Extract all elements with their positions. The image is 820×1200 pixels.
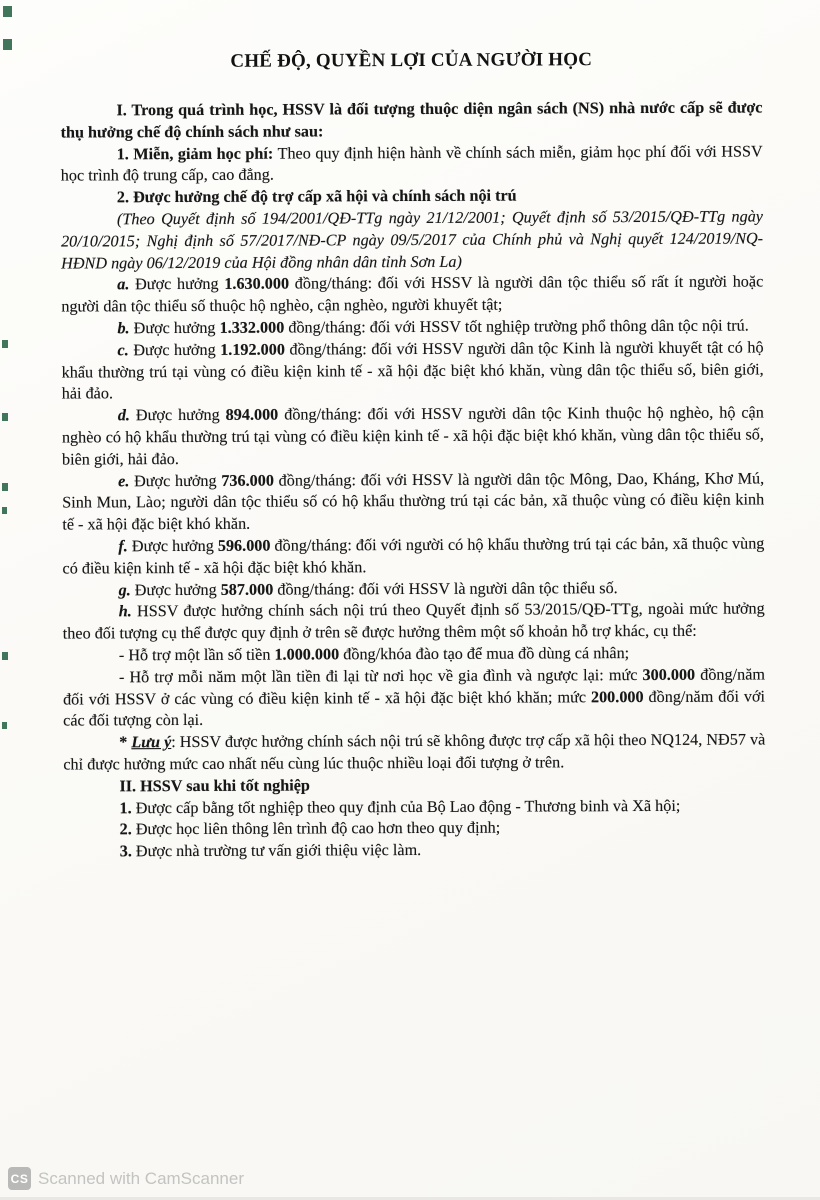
item-amount: 1.192.000 bbox=[220, 340, 285, 359]
item-lead: Được hưởng bbox=[129, 318, 220, 338]
item-lead: Được hưởng bbox=[130, 580, 221, 599]
benefit-item-e bbox=[62, 468, 764, 536]
item-lead: Được hưởng bbox=[127, 536, 218, 556]
item-marker: b. bbox=[117, 319, 130, 338]
benefit-item-h bbox=[63, 599, 765, 646]
support-item-2 bbox=[63, 664, 765, 732]
support-amount: 1.000.000 bbox=[274, 645, 340, 664]
item-rest: đồng/tháng: đối với HSSV người dân tộc Kinh thuộc hộ nghèo, hộ cận nghèo có hộ khẩu thường trú tại vùng có điều kiện kinh tế - xã hội đặc biệt khó khăn, vùng dân tộc thiểu số, biên giới, hải đảo. bbox=[61, 403, 764, 469]
graduation-item-1 bbox=[63, 795, 765, 820]
document-content bbox=[60, 48, 766, 863]
support-mid: đồng/năm đối với HSSV ở các vùng có điều kiện kinh tế - xã hội đặc biệt khó khăn; mức bbox=[63, 665, 765, 709]
item-marker: f. bbox=[118, 537, 128, 556]
camscanner-logo-icon: CS bbox=[8, 1167, 31, 1190]
item-marker: a. bbox=[117, 275, 130, 294]
item-rest: HSSV được hưởng chính sách nội trú theo Quyết định số 53/2015/QĐ-TTg, ngoài mức hưởng theo đối tượng cụ thể được quy định ở trên sẽ được hưởng thêm một số khoản hỗ trợ khác, cụ thể: bbox=[62, 599, 765, 643]
graduation-heading: II. HSSV sau khi tốt nghiệp bbox=[119, 776, 310, 795]
item-lead: Được hưởng bbox=[128, 340, 221, 360]
scan-artifact bbox=[2, 722, 7, 729]
support-suffix: đồng/khóa đào tạo để mua đồ dùng cá nhân; bbox=[339, 643, 630, 664]
legal-citation: (Theo Quyết định số 194/2001/QĐ-TTg ngày 21/12/2001; Quyết định số 53/2015/QĐ-TTg ngày 20/10/2015; Nghị định số 57/2017/NĐ-CP ngày 09/5/2017 của Chính phủ và Nghị quyết 124/2019/NQ-HĐND ngày 06/12/2019 của Hội đồng nhân dân tỉnh Sơn La) bbox=[61, 207, 764, 273]
graduation-item-2 bbox=[64, 817, 766, 842]
item-text: Được học liên thông lên trình độ cao hơn theo quy định; bbox=[131, 818, 501, 839]
item-text: Được cấp bằng tốt nghiệp theo quy định của Bộ Lao động - Thương binh và Xã hội; bbox=[131, 796, 681, 817]
item-amount: 736.000 bbox=[221, 471, 274, 490]
item-amount: 596.000 bbox=[217, 536, 271, 555]
item-lead: Được hưởng bbox=[129, 275, 225, 294]
intro-paragraph: I. Trong quá trình học, HSSV là đối tượng thuộc diện ngân sách (NS) nhà nước cấp sẽ được thụ hưởng chế độ chính sách như sau: bbox=[60, 98, 763, 142]
note-label: Lưu ý bbox=[131, 733, 172, 752]
watermark-text: Scanned with CamScanner bbox=[38, 1168, 245, 1188]
item-marker: d. bbox=[117, 406, 131, 425]
item-lead: Được hưởng bbox=[129, 405, 226, 425]
benefit-item-g bbox=[63, 577, 765, 602]
note-star: * bbox=[119, 733, 132, 752]
item-marker: 2. bbox=[119, 820, 132, 839]
note-text: : HSSV được hưởng chính sách nội trú sẽ không được trợ cấp xã hội theo NQ124, NĐ57 và chỉ được hưởng mức cao nhất nếu cùng lúc thuộc nhiều loại đối tượng ở trên. bbox=[63, 730, 766, 774]
support-prefix: - Hỗ trợ một lần số tiền bbox=[118, 645, 275, 665]
item-amount: 894.000 bbox=[225, 405, 279, 424]
item-rest: đồng/tháng: đối với người có hộ khẩu thường trú tại các bản, xã thuộc vùng có điều kiện kinh tế - xã hội đặc biệt khó khăn. bbox=[62, 534, 765, 578]
item-rest: đồng/tháng: đối với HSSV là người dân tộc thiểu số rất ít người hoặc người dân tộc thiểu số thuộc hộ nghèo, cận nghèo, người khuyết tật; bbox=[61, 272, 764, 316]
support-amount-2: 200.000 bbox=[590, 687, 644, 706]
item-rest: đồng/tháng: đối với HSSV là người dân tộc Mông, Dao, Kháng, Khơ Mú, Sinh Mun, Lào; người dân tộc thiểu số có hộ khẩu thường trú tại các bản, xã thuộc vùng có điều kiện kinh tế - xã hội đặc biệt khó khăn. bbox=[62, 469, 765, 534]
support-amount: 300.000 bbox=[642, 665, 696, 684]
scan-artifact bbox=[2, 483, 8, 491]
scan-artifact bbox=[3, 39, 12, 50]
benefit-item-f bbox=[62, 533, 764, 580]
scan-artifact bbox=[2, 413, 8, 421]
item-marker: h. bbox=[118, 602, 132, 621]
benefit-item-a bbox=[61, 272, 763, 319]
scan-artifact bbox=[3, 6, 12, 17]
note-paragraph bbox=[63, 730, 765, 777]
support-prefix: - Hỗ trợ mỗi năm một lần tiền đi lại từ nơi học về gia đình và ngược lại: mức bbox=[118, 665, 643, 687]
scan-artifact bbox=[2, 507, 7, 514]
item-amount: 1.630.000 bbox=[224, 274, 290, 294]
item-rest: đồng/tháng: đối với HSSV tốt nghiệp trường phổ thông dân tộc nội trú. bbox=[284, 316, 749, 337]
item-lead: Được hưởng bbox=[129, 471, 222, 490]
item-amount: 1.332.000 bbox=[219, 318, 285, 337]
support-item-1 bbox=[63, 642, 765, 667]
item-text: Được nhà trường tư vấn giới thiệu việc làm. bbox=[131, 841, 422, 861]
benefit-item-c bbox=[61, 337, 763, 405]
item-amount: 587.000 bbox=[220, 580, 274, 599]
scan-artifact bbox=[2, 340, 8, 348]
item-marker: e. bbox=[118, 471, 130, 490]
subsidy-heading: 2. Được hưởng chế độ trợ cấp xã hội và chính sách nội trú bbox=[116, 186, 517, 207]
benefit-item-d bbox=[62, 403, 764, 471]
tuition-label: 1. Miễn, giảm học phí: bbox=[116, 144, 274, 163]
tuition-text: Theo quy định hiện hành về chính sách miễn, giảm học phí đối với HSSV học trình độ trung cấp, cao đẳng. bbox=[60, 142, 763, 185]
graduation-item-3 bbox=[64, 839, 766, 864]
item-marker: 3. bbox=[119, 842, 132, 861]
camscanner-watermark bbox=[8, 1167, 244, 1190]
benefit-item-b bbox=[61, 315, 763, 340]
item-rest: đồng/tháng: đối với HSSV là người dân tộc thiểu số. bbox=[273, 578, 618, 599]
item-rest: đồng/tháng: đối với HSSV người dân tộc Kinh là người khuyết tật có hộ khẩu thường trú tại vùng có điều kiện kinh tế - xã hội đặc biệt khó khăn, vùng dân tộc thiểu số, biên giới, hải đảo. bbox=[61, 338, 764, 403]
scan-artifact bbox=[2, 652, 8, 660]
item-marker: g. bbox=[118, 580, 131, 599]
tuition-paragraph bbox=[61, 141, 763, 188]
item-marker: 1. bbox=[119, 798, 132, 817]
page-title: CHẾ ĐỘ, QUYỀN LỢI CỦA NGƯỜI HỌC bbox=[230, 49, 593, 72]
support-suffix: đồng/năm đối với các đối tượng còn lại. bbox=[63, 686, 766, 730]
item-marker: c. bbox=[117, 341, 129, 360]
